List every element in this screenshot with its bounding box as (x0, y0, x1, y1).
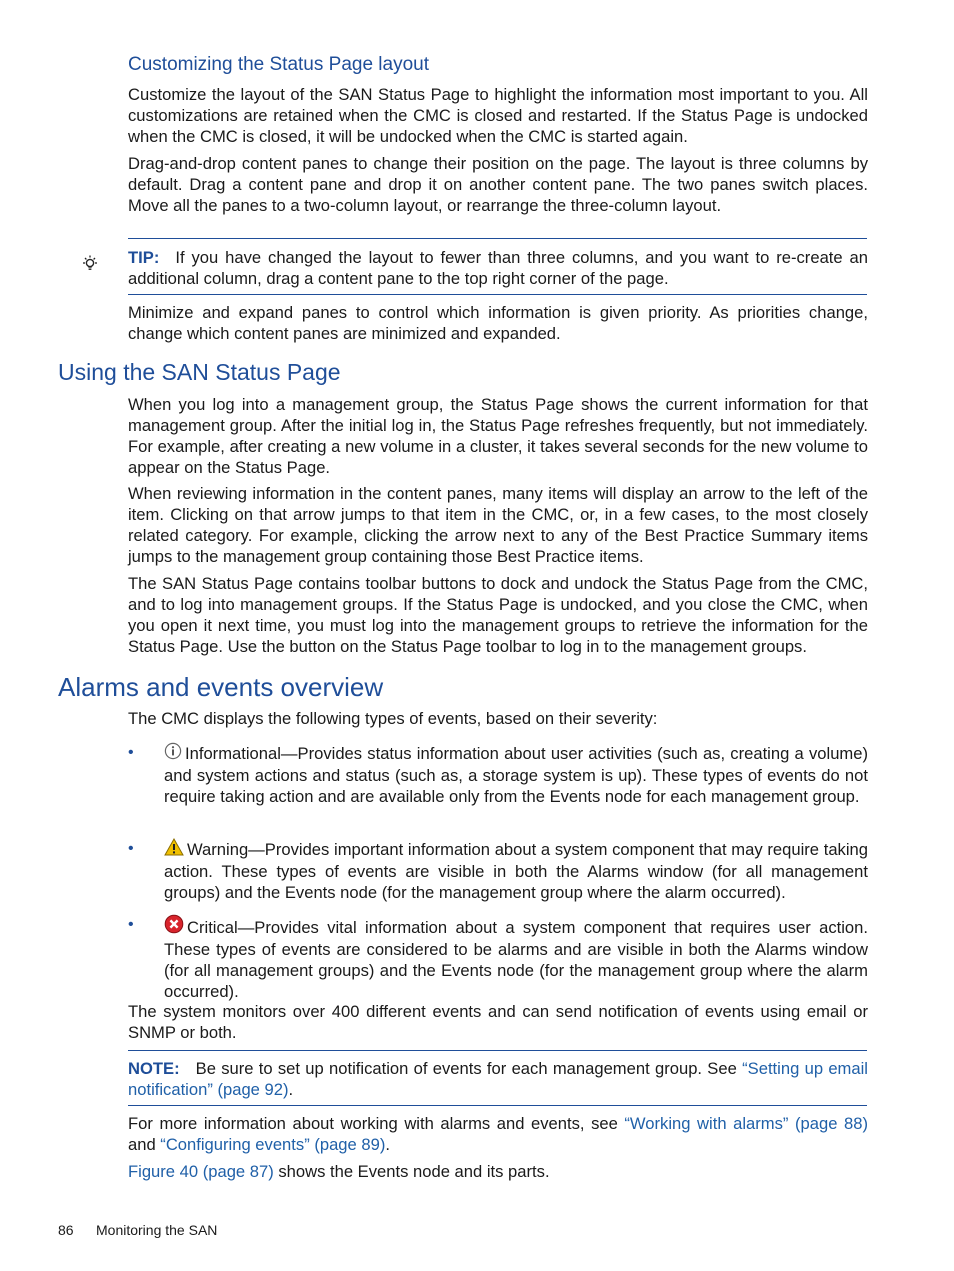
paragraph-alarms-intro: The CMC displays the following types of events, based on their severity: (128, 709, 658, 728)
paragraph-alarms-monitors: The system monitors over 400 different events and can send notification of events using email or SNMP or both. (128, 1002, 868, 1042)
tip-bottom-rule (128, 294, 867, 295)
note-label: NOTE: (128, 1059, 180, 1078)
tip-top-rule (128, 238, 867, 239)
more-info-text: For more information about working with alarms and events, see (128, 1114, 625, 1133)
note-top-rule (128, 1050, 867, 1051)
note-text: Be sure to set up notification of events for each management group. See (195, 1059, 743, 1078)
setting-up-email-notification-link[interactable]: “Setting up email notification” (page 92) (128, 1059, 868, 1099)
paragraph-using-1: When you log into a management group, the Status Page shows the current information for that management group. After the initial log in, the Status Page refreshes frequently, but not immediately. For example, after creating a new volume in a cluster, it takes several seconds for the new volume to appear on the Status Page. (128, 395, 868, 477)
critical-text: Critical—Provides vital information about a system component that requires user action. These types of events are considered to be alarms and are visible in both the Alarms window (for all management groups) and the Events node (for the management group where the alarm occurred). (164, 918, 868, 1001)
paragraph-using-3: The SAN Status Page contains toolbar buttons to dock and undock the Status Page from the CMC, and to log into management groups. If the Status Page is undocked, and you close the CMC, when you open it next time, you must log into the management groups to retrieve the information for the Status Page. Use the button on the Status Page toolbar to log in to the management groups. (128, 574, 868, 656)
working-with-alarms-link[interactable]: “Working with alarms” (page 88) (624, 1114, 869, 1133)
warning-icon (164, 838, 184, 861)
figure-40-link[interactable]: Figure 40 (page 87) (128, 1162, 274, 1181)
bullet-marker: • (128, 916, 134, 933)
tip-text: If you have changed the layout to fewer than three columns, and you want to re-create an additional column, drag a content pane to the top right corner of the page. (128, 248, 868, 288)
informational-text: Informational—Provides status information about user activities (such as, creating a volume) and system actions and status (such as, a storage system is up). These types of events do not require taking action and are available only from the Events node for each management group. (164, 744, 868, 806)
page-number: 86 (58, 1222, 74, 1238)
note-end: . (288, 1080, 294, 1099)
chapter-heading-alarms: Alarms and events overview (58, 672, 384, 702)
section-heading-using: Using the SAN Status Page (58, 359, 341, 385)
warning-text: Warning—Provides important information about a system component that may require taking action. These types of events are visible in both the Alarms window (for all management groups) and the Events node (for the management group where the alarm occurred). (164, 840, 868, 902)
figure-ref-text: shows the Events node and its parts. (273, 1162, 550, 1181)
more-info-and: and (128, 1135, 161, 1154)
list-item-critical (164, 914, 868, 1002)
info-icon (164, 742, 182, 765)
bullet-marker: • (128, 744, 134, 761)
list-item-warning (164, 838, 868, 903)
paragraph-customizing-1: Customize the layout of the SAN Status Page to highlight the information most important to you. All customizations are retained when the CMC is closed and restarted. If the Status Page is undocked when the CMC is closed, it will be undocked when the CMC is started again. (128, 85, 868, 146)
footer-section-title: Monitoring the SAN (96, 1222, 218, 1238)
more-info-end: . (385, 1135, 390, 1154)
paragraph-more-info (128, 1113, 868, 1155)
note-bottom-rule (128, 1105, 867, 1106)
paragraph-customizing-2: Drag-and-drop content panes to change their position on the page. The layout is three columns by default. Drag a content pane and drop it on another content pane. The two panes switch places. Move all the panes to a two-column layout, or rearrange the three-column layout. (128, 154, 868, 215)
note-box (128, 1058, 868, 1100)
tip-box (128, 247, 868, 289)
critical-icon (164, 914, 184, 939)
subsection-heading-customizing: Customizing the Status Page layout (128, 54, 430, 75)
list-item-informational (164, 742, 868, 807)
lightbulb-icon (80, 254, 100, 274)
bullet-marker: • (128, 840, 134, 857)
tip-label: TIP: (128, 248, 160, 267)
configuring-events-link[interactable]: “Configuring events” (page 89) (160, 1135, 386, 1154)
paragraph-using-2: When reviewing information in the content panes, many items will display an arrow to the left of the item. Clicking on that arrow jumps to that item in the CMC, or, in a few cases, to the most closely related category. For example, clicking the arrow next to any of the Best Practice Summary items jumps to the management group containing those Best Practice items. (128, 484, 868, 566)
paragraph-customizing-3: Minimize and expand panes to control which information is given priority. As priorities change, change which content panes are minimized and expanded. (128, 303, 868, 343)
paragraph-figure-ref (128, 1161, 868, 1182)
